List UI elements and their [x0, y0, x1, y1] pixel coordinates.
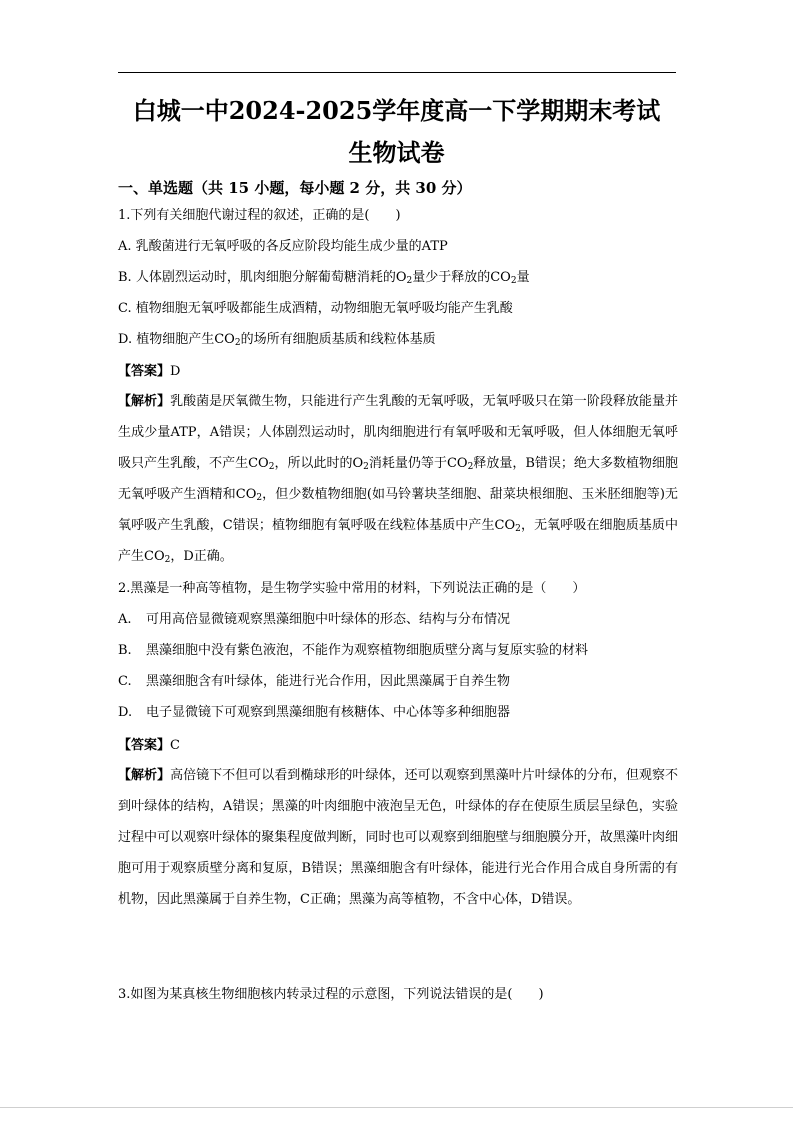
q2-stem: 2.黑藻是一种高等植物，是生物学实验中常用的材料，下列说法正确的是（ ） — [118, 581, 586, 596]
footer-rule — [0, 1107, 793, 1108]
q1-option-c: C. 植物细胞无氧呼吸都能生成酒精，动物细胞无氧呼吸均能产生乳酸 — [118, 301, 513, 316]
q2-analysis: 【解析】高倍镜下不但可以看到椭球形的叶绿体，还可以观察到黑藻叶片叶绿体的分布，但观察不到叶绿体的结构，A错误；黑藻的叶肉细胞中液泡呈无色，叶绿体的存在使原生质层呈绿色，实验过程中可以观察叶绿体的聚集程度做判断，同时也可以观察到细胞壁与细胞膜分开，故黑藻叶肉细胞可用于观察质壁分离和复原，B错误；黑藻细胞含有叶绿体，能进行光合作用合成自身所需的有机物，因此黑藻属于自养生物，C正确；黑藻为高等植物，不含中心体，D错误。 — [118, 768, 678, 907]
exam-subtitle: 生物试卷 — [348, 138, 445, 167]
q1-option-d: D. 植物细胞产生$CO_2$的场所有细胞质基质和线粒体基质 — [118, 332, 436, 348]
section-heading: 一、单选题（共 15 小题，每小题 2 分，共 30 分） — [118, 179, 472, 197]
header-rule — [118, 72, 676, 73]
q3-stem: 3.如图为某真核生物细胞核内转录过程的示意图，下列说法错误的是( ) — [118, 987, 544, 1002]
q2-option-b: B. 黑藻细胞中没有紫色液泡，不能作为观察植物细胞质壁分离与复原实验的材料 — [118, 643, 589, 658]
q2-option-d: D. 电子显微镜下可观察到黑藻细胞有核糖体、中心体等多种细胞器 — [118, 705, 511, 720]
q2-option-a: A. 可用高倍显微镜观察黑藻细胞中叶绿体的形态、结构与分布情况 — [118, 612, 511, 627]
q1-analysis: 【解析】乳酸菌是厌氧微生物，只能进行产生乳酸的无氧呼吸，无氧呼吸只在第一阶段释放能量并生成少量ATP，A错误；人体剧烈运动时，肌肉细胞进行有氧呼吸和无氧呼吸，但人体细胞无氧呼吸只产生乳酸，不产生$CO_2$，所以此时的$O_2$消耗量仍等于$CO_2$释放量，B错误；绝大多数植物细胞无氧呼吸产生酒精和$CO_2$，但少数植物细胞(如马铃薯块茎细胞、甜菜块根细胞、玉米胚细胞等)无氧呼吸产生乳酸，C错误；植物细胞有氧呼吸在线粒体基质中产生$CO_2$，无氧呼吸在细胞质基质中产生$CO_2$，D正确。 — [118, 394, 678, 565]
q1-stem: 1.下列有关细胞代谢过程的叙述，正确的是( ) — [118, 208, 401, 223]
q2-answer: 【答案】C — [118, 738, 180, 753]
q1-option-b: B. 人体剧烈运动时，肌肉细胞分解葡萄糖消耗的$O_2$量少于释放的$CO_2$量 — [118, 270, 530, 286]
exam-title: 白城一中2024-2025学年度高一下学期期末考试 — [132, 96, 661, 125]
q1-answer: 【答案】D — [118, 364, 181, 379]
q1-option-a: A. 乳酸菌进行无氧呼吸的各反应阶段均能生成少量的ATP — [118, 239, 448, 254]
q2-option-c: C. 黑藻细胞含有叶绿体，能进行光合作用，因此黑藻属于自养生物 — [118, 674, 511, 689]
